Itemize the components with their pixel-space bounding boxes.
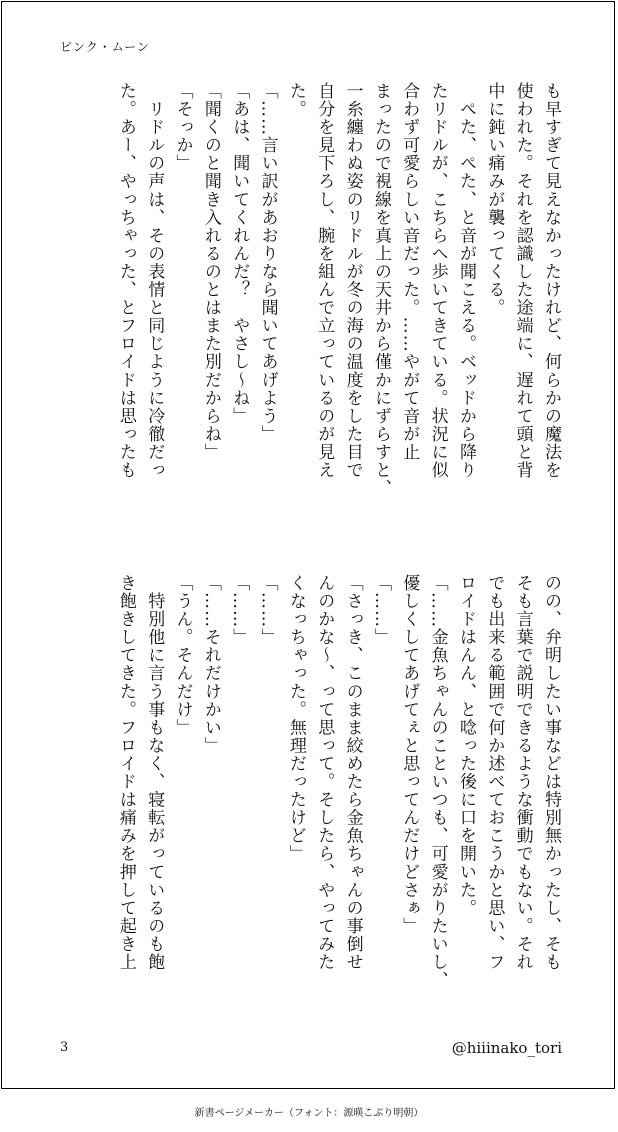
text-line: も早すぎて見えなかったけれど、何らかの魔法を [541, 82, 561, 480]
text-line: のの、弁明したい事などは特別無かったし、そも [541, 574, 561, 972]
text-line: 「さっき、このまま絞めたら金魚ちゃんの事倒せ [342, 574, 363, 972]
text-line: たリドルが、こちらへ歩いてきている。状況に似 [427, 82, 448, 480]
text-line: 「聞くのと聞き入れるのとはまた別だからね」 [200, 82, 221, 462]
text-line: 「……」 [257, 574, 278, 647]
text-line: 特別他に言う事もなく、寝転がっているのも飽 [144, 574, 165, 972]
text-line: 「……金魚ちゃんのこといつも、可愛がりたいし、 [427, 574, 448, 990]
text-block-bottom [57, 574, 565, 1012]
text-line: た。 [285, 82, 306, 119]
page-title: ピンク・ムーン [60, 40, 150, 54]
text-line: でも出来る範囲で何か述べておこうかと思い、フ [484, 574, 505, 972]
text-line: まったので視線を真上の天井から僅かにずらすと、 [370, 82, 391, 498]
text-line: き飽きしてきた。フロイドは痛みを押して起き上 [115, 574, 136, 972]
text-line: ロイドはんん、と唸った後に口を開いた。 [455, 574, 476, 917]
text-line: た。あー、やっちゃった、とフロイドは思ったも [115, 82, 136, 480]
text-line: 自分を見下ろし、腕を組んで立っているのが見え [314, 82, 335, 480]
text-line: 一糸纏わぬ姿のリドルが冬の海の温度をした目で [342, 82, 363, 480]
page-number: 3 [60, 1040, 69, 1055]
text-line: 「……」 [370, 574, 391, 647]
text-line: 「……言い訳があおりなら聞いてあげよう」 [257, 82, 278, 443]
text-line: 「うん。そんだけ」 [172, 574, 193, 737]
text-line: 使われた。それを認識した途端に、遅れて頭と背 [512, 82, 533, 480]
text-line: 中に鈍い痛みが襲ってくる。 [484, 82, 505, 317]
text-line: くなっちゃった。無理だったけど」 [285, 574, 306, 863]
text-line: 「……それだけかい」 [200, 574, 221, 755]
text-line: 優しくしてあげてぇと思ってんだけどさぁ」 [399, 574, 420, 935]
text-block-top [57, 82, 565, 520]
text-line: 「……」 [229, 574, 250, 647]
text-line: 「あは、聞いてくれんだ？ やさし～ね」 [229, 82, 250, 425]
text-line: 「そっか」 [172, 82, 193, 173]
text-line: ぺた、ぺた、と音が聞こえる。ベッドから降り [455, 82, 476, 480]
author-handle: @hiiinako_tori [451, 1039, 562, 1057]
text-line: そも言葉で説明できるような衝動でもない。それ [512, 574, 533, 972]
footer-credit: 新書ページメーカー（フォント：源暎こぶり明朝） [194, 1108, 424, 1119]
text-line: んのかな～、って思って。そしたら、やってみた [314, 574, 335, 972]
text-line: リドルの声は、その表情と同じように冷徹だっ [144, 82, 165, 480]
text-line: 合わず可愛らしい音だった。……やがて音が止 [399, 82, 420, 462]
book-page [1, 1, 615, 1089]
